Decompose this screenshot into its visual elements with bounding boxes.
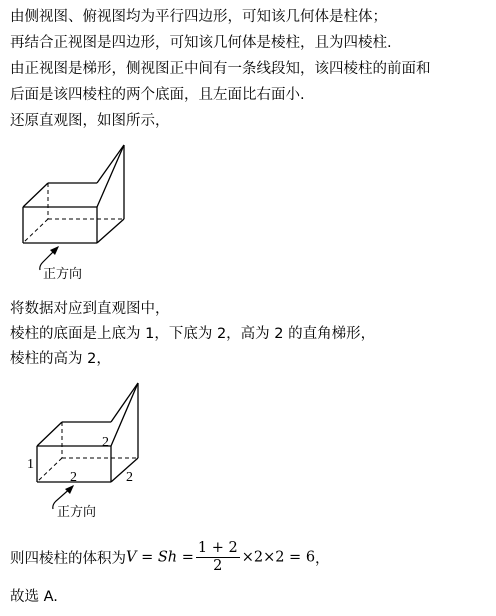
formula-lhs: V = Sh = [126, 549, 194, 566]
direction-label-1: 正方向 [43, 267, 83, 282]
text-line-2: 再结合正视图是四边形，可知该几何体是棱柱，且为四棱柱. [10, 35, 392, 51]
formula-prefix: 则四棱柱的体积为 [10, 551, 126, 567]
text-line-8: 棱柱的高为 2， [10, 351, 111, 367]
text-line-5: 还原直观图，如图所示， [10, 113, 170, 129]
formula-suffix: ， [315, 551, 330, 567]
text-line-1: 由侧视图、俯视图均为平行四边形，可知该几何体是柱体； [10, 9, 387, 25]
conclusion-text: 故选 A. [10, 589, 58, 605]
formula-rest: ×2×2 = 6 [241, 549, 316, 566]
text-line-6: 将数据对应到直观图中， [10, 301, 170, 317]
direction-label-2: 正方向 [57, 505, 97, 520]
text-line-4: 后面是该四棱柱的两个底面，且左面比右面小. [10, 87, 305, 103]
edge-label-right-height: 2 [102, 435, 109, 450]
formula-fraction [196, 540, 240, 575]
edge-label-right-bottom: 2 [126, 470, 133, 485]
text-line-3: 由正视图是梯形，侧视图正中间有一条线段知，该四棱柱的前面和 [10, 61, 431, 77]
edge-label-front-bottom: 2 [70, 470, 77, 485]
edge-label-left-height: 1 [27, 457, 34, 472]
text-line-7: 棱柱的底面是上底为 1，下底为 2，高为 2 的直角梯形， [10, 326, 376, 342]
volume-formula [10, 540, 330, 580]
fraction-denominator: 2 [213, 558, 223, 574]
fraction-numerator: 1 + 2 [197, 540, 238, 556]
